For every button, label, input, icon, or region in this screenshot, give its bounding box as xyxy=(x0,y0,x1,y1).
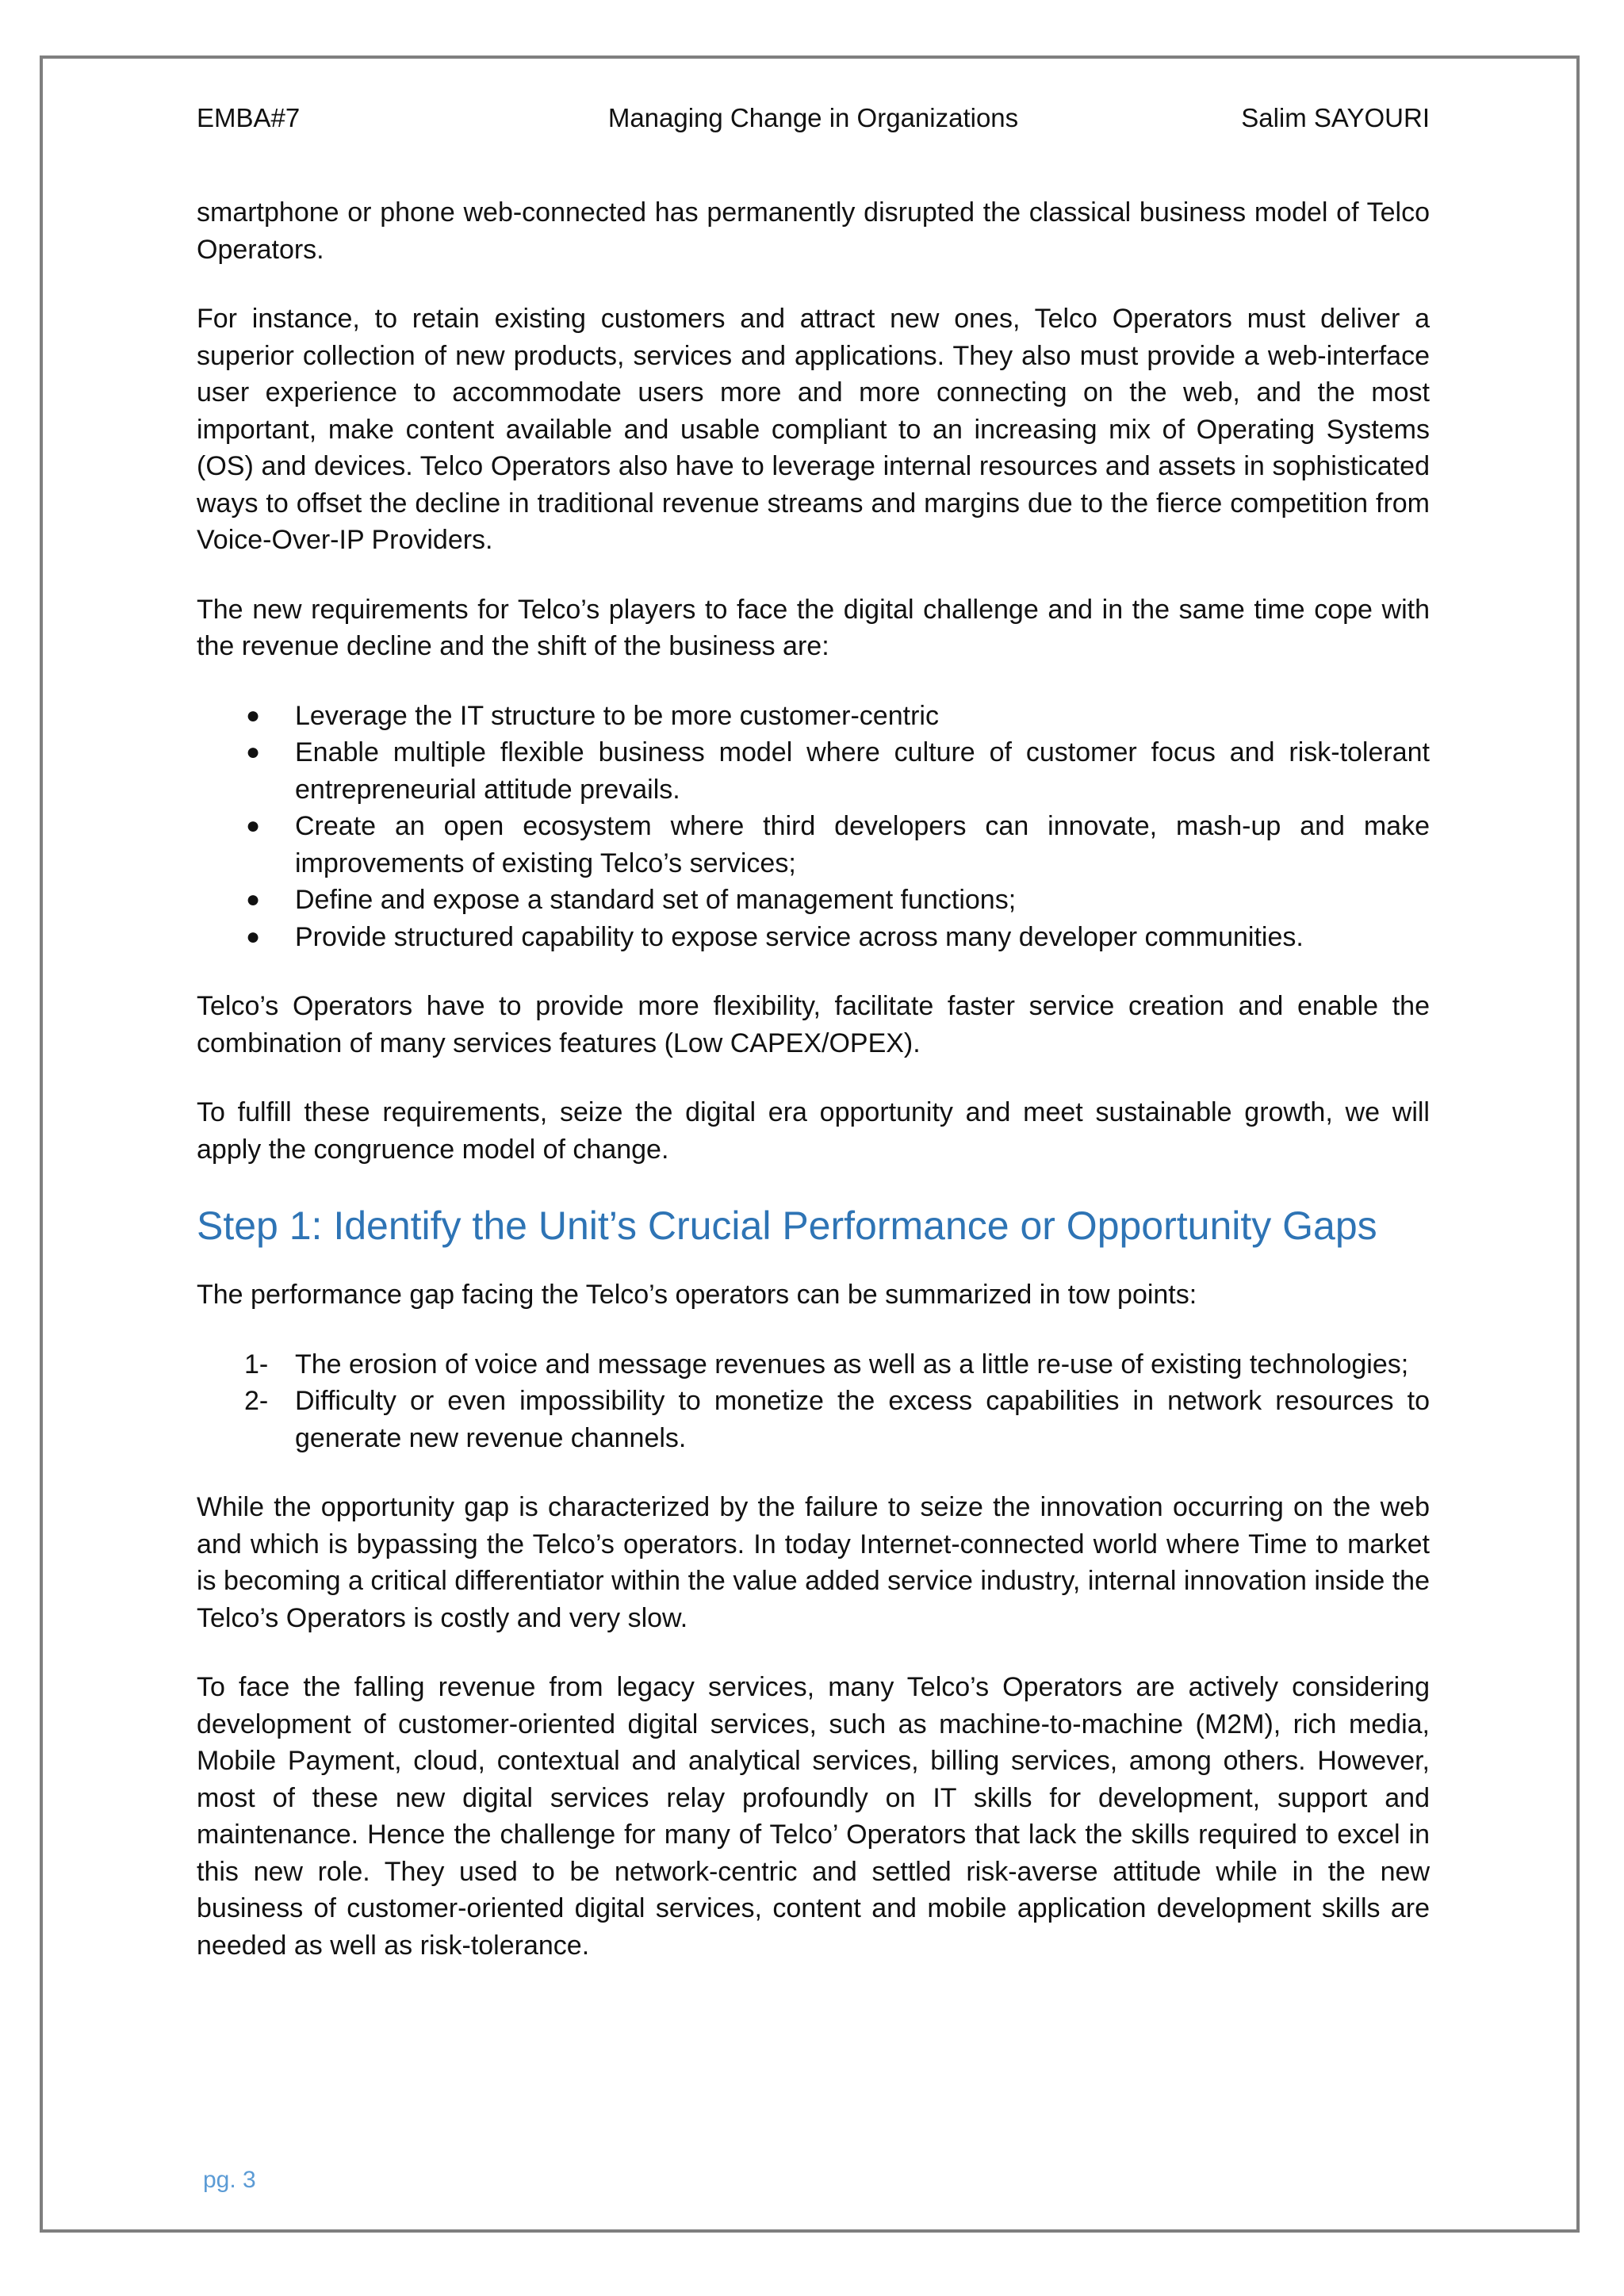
page-header xyxy=(197,98,1430,138)
list-item xyxy=(197,808,1430,882)
list-item-text: The erosion of voice and message revenues as well as a little re-use of existing technologies; xyxy=(295,1349,1409,1380)
paragraph-6: The performance gap facing the Telco’s operators can be summarized in tow points: xyxy=(197,1280,1197,1310)
paragraph-1: smartphone or phone web-connected has permanently disrupted the classical business model of Telco Operators. xyxy=(197,197,1430,265)
page-number: pg. 3 xyxy=(203,2167,256,2193)
document-body xyxy=(197,194,1430,1996)
list-item-text: Leverage the IT structure to be more customer-centric xyxy=(295,700,939,731)
header-course: EMBA#7 xyxy=(197,103,301,132)
list-item xyxy=(197,698,1430,735)
list-item xyxy=(197,734,1430,808)
list-item-text: Enable multiple flexible business model where culture of customer focus and risk-tolerant entrepreneurial attitude prevails. xyxy=(295,737,1430,805)
header-author: Salim SAYOURI xyxy=(1241,103,1430,132)
paragraph-7: While the opportunity gap is characterized by the failure to seize the innovation occurring on the web and which is bypassing the Telco’s operators. In today Internet-connected world where Time to market is becoming a critical differentiator within the value added service industry, internal innovation inside the Telco’s Operators is costly and very slow. xyxy=(197,1492,1430,1633)
bullet-icon: ● xyxy=(246,923,261,950)
paragraph-8: To face the falling revenue from legacy services, many Telco’s Operators are actively considering development of customer-oriented digital services, such as machine-to-machine (M2M), rich media, Mobile Payment, cloud, contextual and analytical services, billing services, among others. However, most of these new digital services relay profoundly on IT skills for development, support and maintenance. Hence the challenge for many of Telco’ Operators that lack the skills required to excel in this new role. They used to be network-centric and settled risk-averse attitude while in the new business of customer-oriented digital services, content and mobile application development skills are needed as well as risk-tolerance. xyxy=(197,1672,1430,1961)
list-item-text: Define and expose a standard set of management functions; xyxy=(295,885,1017,915)
paragraph-4: Telco’s Operators have to provide more flexibility, facilitate faster service creation and enable the combination of many services features (Low CAPEX/OPEX). xyxy=(197,991,1430,1058)
list-item xyxy=(197,882,1430,919)
section-heading: Step 1: Identify the Unit’s Crucial Performance or Opportunity Gaps xyxy=(197,1203,1377,1248)
list-item-text: Provide structured capability to expose service across many developer communities. xyxy=(295,921,1304,952)
performance-gap-list xyxy=(197,1346,1430,1457)
paragraph-3: The new requirements for Telco’s players to face the digital challenge and in the same time cope with the revenue decline and the shift of the business are: xyxy=(197,594,1430,661)
bullet-icon: ● xyxy=(246,739,261,765)
bullet-icon: ● xyxy=(246,702,261,729)
paragraph-5: To fulfill these requirements, seize the digital era opportunity and meet sustainable growth, we will apply the congruence model of change. xyxy=(197,1097,1430,1165)
requirements-list xyxy=(197,698,1430,956)
paragraph-2: For instance, to retain existing customers and attract new ones, Telco Operators must deliver a superior collection of new products, services and applications. They also must provide a web-interface user experience to accommodate users more and more connecting on the web, and the most important, make content available and usable compliant to an increasing mix of Operating Systems (OS) and devices. Telco Operators also have to leverage internal resources and assets in sophisticated ways to offset the decline in traditional revenue streams and margins due to the fierce competition from Voice-Over-IP Providers. xyxy=(197,304,1430,555)
bullet-icon: ● xyxy=(246,886,261,913)
list-item xyxy=(197,1383,1430,1456)
bullet-icon: ● xyxy=(246,813,261,839)
list-item xyxy=(197,1346,1430,1383)
list-number: 2- xyxy=(244,1386,269,1416)
list-item xyxy=(197,919,1430,956)
list-number: 1- xyxy=(244,1349,269,1380)
header-title: Managing Change in Organizations xyxy=(607,103,1019,132)
list-item-text: Difficulty or even impossibility to monetize the excess capabilities in network resources to generate new revenue channels. xyxy=(295,1386,1430,1453)
list-item-text: Create an open ecosystem where third developers can innovate, mash-up and make improvements of existing Telco’s services; xyxy=(295,811,1430,878)
